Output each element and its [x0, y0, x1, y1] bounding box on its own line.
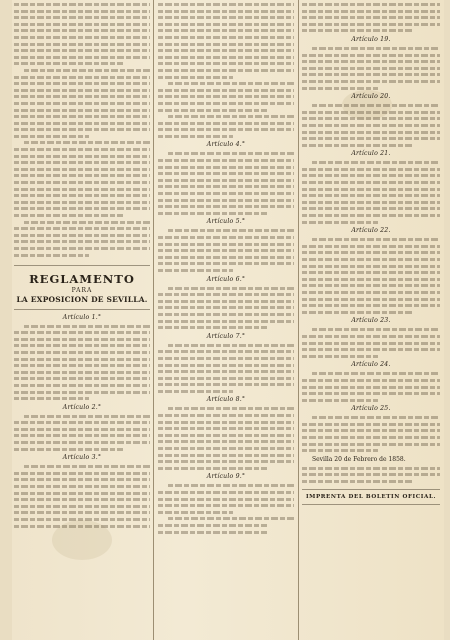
column-divider — [298, 0, 299, 640]
text-line-placeholder — [158, 95, 294, 98]
text-line-placeholder — [14, 518, 150, 521]
text-line-placeholder — [302, 80, 440, 83]
text-line-placeholder — [14, 525, 150, 528]
text-line-placeholder — [158, 43, 294, 46]
text-line-placeholder — [14, 240, 150, 243]
column-divider — [153, 0, 154, 640]
text-line-placeholder — [302, 436, 440, 439]
text-line-placeholder — [14, 207, 150, 210]
article-heading: Artículo 5.° — [206, 218, 246, 226]
text-line-placeholder — [14, 434, 150, 437]
text-line-placeholder — [14, 377, 150, 380]
text-line-placeholder — [302, 174, 440, 177]
text-line-placeholder — [158, 56, 294, 59]
section-rule — [14, 309, 150, 310]
article-heading: Artículo 24. — [351, 361, 391, 369]
regulation-subject: LA EXPOSICION DE SEVILLA. — [16, 294, 148, 304]
text-line-placeholder — [14, 351, 150, 354]
text-line-placeholder — [14, 3, 150, 6]
text-line-placeholder — [14, 428, 150, 431]
text-line-placeholder — [14, 384, 150, 387]
text-line-placeholder — [158, 364, 294, 367]
text-line-placeholder — [24, 325, 150, 328]
text-line-placeholder — [14, 472, 150, 475]
text-line-placeholder — [302, 16, 440, 19]
text-line-placeholder — [158, 102, 294, 105]
article-heading: Artículo 8.° — [206, 396, 246, 404]
text-line-placeholder — [158, 320, 294, 323]
text-line-placeholder — [158, 383, 294, 386]
text-line-placeholder — [14, 109, 150, 112]
text-line-placeholder — [24, 221, 150, 224]
text-line-placeholder — [14, 505, 150, 508]
text-line-placeholder — [158, 414, 294, 417]
text-line-placeholder — [14, 485, 150, 488]
text-line-placeholder — [158, 447, 294, 450]
text-line-placeholder — [158, 135, 233, 138]
text-line-placeholder — [14, 234, 150, 237]
text-line-placeholder — [302, 348, 440, 351]
text-line-placeholder — [14, 56, 150, 59]
text-line-placeholder — [14, 76, 150, 79]
text-line-placeholder — [14, 448, 123, 451]
text-line-placeholder — [14, 358, 150, 361]
text-line-placeholder — [14, 421, 150, 424]
text-line-placeholder — [14, 89, 150, 92]
text-line-placeholder — [14, 10, 150, 13]
text-line-placeholder — [302, 73, 440, 76]
text-line-placeholder — [14, 371, 150, 374]
text-line-placeholder — [302, 3, 440, 6]
text-line-placeholder — [14, 102, 150, 105]
text-line-placeholder — [158, 256, 294, 259]
text-line-placeholder — [14, 492, 150, 495]
text-line-placeholder — [14, 397, 89, 400]
text-block — [14, 3, 150, 257]
text-line-placeholder — [14, 23, 150, 26]
text-line-placeholder — [168, 517, 294, 520]
text-line-placeholder — [302, 60, 440, 63]
text-line-placeholder — [302, 265, 440, 268]
article-heading: Artículo 4.° — [206, 141, 246, 149]
text-line-placeholder — [14, 214, 123, 217]
text-line-placeholder — [158, 300, 294, 303]
text-line-placeholder — [168, 407, 294, 410]
text-line-placeholder — [302, 117, 440, 120]
text-line-placeholder — [158, 511, 233, 514]
text-line-placeholder — [302, 298, 440, 301]
text-line-placeholder — [158, 504, 294, 507]
text-line-placeholder — [158, 243, 294, 246]
text-line-placeholder — [302, 111, 440, 114]
text-line-placeholder — [302, 144, 412, 147]
text-line-placeholder — [14, 155, 150, 158]
text-line-placeholder — [312, 372, 440, 375]
text-line-placeholder — [302, 278, 440, 281]
section-rule — [302, 489, 440, 490]
text-line-placeholder — [14, 62, 123, 65]
text-line-placeholder — [158, 23, 294, 26]
text-line-placeholder — [14, 161, 150, 164]
text-line-placeholder — [302, 291, 440, 294]
text-line-placeholder — [158, 179, 294, 182]
text-line-placeholder — [158, 36, 294, 39]
text-line-placeholder — [302, 304, 440, 307]
text-line-placeholder — [158, 185, 294, 188]
text-line-placeholder — [158, 313, 294, 316]
text-line-placeholder — [302, 194, 440, 197]
text-line-placeholder — [158, 491, 294, 494]
text-line-placeholder — [158, 293, 294, 296]
article-heading: Artículo 9.° — [206, 473, 246, 481]
text-line-placeholder — [312, 328, 440, 331]
text-line-placeholder — [14, 181, 150, 184]
text-line-placeholder — [14, 441, 150, 444]
text-line-placeholder — [14, 194, 150, 197]
article-heading: Artículo 22. — [351, 227, 391, 235]
text-line-placeholder — [158, 427, 294, 430]
footer-date: Sevilla 20 de Febrero de 1858. — [312, 455, 406, 463]
text-line-placeholder — [14, 115, 150, 118]
text-line-placeholder — [14, 49, 150, 52]
text-line-placeholder — [158, 460, 294, 463]
text-line-placeholder — [302, 284, 440, 287]
section-rule — [14, 265, 150, 266]
text-line-placeholder — [158, 326, 267, 329]
text-line-placeholder — [302, 29, 412, 32]
text-line-placeholder — [302, 214, 440, 217]
text-line-placeholder — [158, 390, 233, 393]
text-line-placeholder — [158, 370, 294, 373]
article-heading: Artículo 21. — [351, 150, 391, 158]
text-line-placeholder — [14, 201, 150, 204]
text-line-placeholder — [302, 473, 440, 476]
column-3 — [302, 0, 440, 640]
text-line-placeholder — [302, 54, 440, 57]
text-line-placeholder — [158, 172, 294, 175]
text-line-placeholder — [158, 531, 267, 534]
text-line-placeholder — [302, 131, 440, 134]
text-line-placeholder — [302, 67, 440, 70]
text-line-placeholder — [158, 377, 294, 380]
text-line-placeholder — [14, 16, 150, 19]
text-line-placeholder — [24, 69, 150, 72]
text-line-placeholder — [14, 135, 89, 138]
text-line-placeholder — [158, 128, 294, 131]
text-line-placeholder — [158, 159, 294, 162]
text-line-placeholder — [158, 16, 294, 19]
text-line-placeholder — [158, 524, 267, 527]
text-line-placeholder — [302, 449, 378, 452]
text-line-placeholder — [158, 467, 267, 470]
text-line-placeholder — [14, 511, 150, 514]
text-line-placeholder — [158, 269, 233, 272]
text-line-placeholder — [14, 344, 150, 347]
text-line-placeholder — [158, 49, 294, 52]
text-line-placeholder — [168, 287, 294, 290]
text-line-placeholder — [302, 429, 440, 432]
text-line-placeholder — [302, 258, 440, 261]
text-line-placeholder — [302, 10, 440, 13]
text-line-placeholder — [312, 238, 440, 241]
text-line-placeholder — [14, 148, 150, 151]
text-line-placeholder — [312, 104, 440, 107]
text-line-placeholder — [14, 188, 150, 191]
text-line-placeholder — [158, 62, 294, 65]
text-line-placeholder — [14, 254, 89, 257]
text-line-placeholder — [158, 262, 294, 265]
text-line-placeholder — [14, 391, 150, 394]
text-line-placeholder — [168, 229, 294, 232]
text-line-placeholder — [14, 128, 150, 131]
text-line-placeholder — [14, 168, 150, 171]
text-line-placeholder — [158, 306, 294, 309]
text-line-placeholder — [158, 454, 294, 457]
text-line-placeholder — [14, 174, 150, 177]
text-line-placeholder — [312, 161, 440, 164]
text-line-placeholder — [302, 342, 440, 345]
text-line-placeholder — [158, 69, 294, 72]
column-1 — [14, 0, 150, 640]
text-line-placeholder — [158, 498, 294, 501]
text-line-placeholder — [158, 357, 294, 360]
text-line-placeholder — [158, 236, 294, 239]
text-line-placeholder — [302, 207, 440, 210]
column-2 — [158, 0, 294, 640]
text-line-placeholder — [14, 498, 150, 501]
text-line-placeholder — [302, 399, 378, 402]
article-heading: Artículo 6.° — [206, 275, 246, 283]
text-line-placeholder — [158, 205, 294, 208]
text-line-placeholder — [302, 188, 440, 191]
text-line-placeholder — [302, 23, 440, 26]
text-line-placeholder — [14, 478, 150, 481]
text-line-placeholder — [14, 36, 150, 39]
text-line-placeholder — [168, 344, 294, 347]
text-line-placeholder — [14, 122, 150, 125]
text-line-placeholder — [302, 480, 412, 483]
regulation-title: REGLAMENTO — [29, 271, 135, 286]
text-line-placeholder — [158, 434, 294, 437]
text-line-placeholder — [24, 415, 150, 418]
text-line-placeholder — [158, 89, 294, 92]
text-line-placeholder — [168, 82, 294, 85]
text-line-placeholder — [302, 251, 440, 254]
newspaper-page — [12, 0, 444, 640]
text-line-placeholder — [158, 212, 267, 215]
text-line-placeholder — [302, 137, 440, 140]
article-heading: Artículo 1.° — [62, 313, 102, 321]
article-heading: Artículo 19. — [351, 35, 391, 43]
text-line-placeholder — [158, 122, 294, 125]
text-line-placeholder — [302, 386, 440, 389]
text-line-placeholder — [158, 29, 294, 32]
section-rule — [302, 504, 440, 505]
text-line-placeholder — [14, 29, 150, 32]
text-line-placeholder — [302, 467, 440, 470]
article-heading: Artículo 25. — [351, 405, 391, 413]
text-line-placeholder — [302, 245, 440, 248]
text-line-placeholder — [168, 152, 294, 155]
printer-imprint: IMPRENTA DEL BOLETIN OFICIAL. — [305, 494, 437, 501]
text-line-placeholder — [158, 166, 294, 169]
text-line-placeholder — [14, 82, 150, 85]
text-line-placeholder — [302, 87, 378, 90]
text-line-placeholder — [24, 465, 150, 468]
text-line-placeholder — [158, 199, 294, 202]
text-line-placeholder — [302, 392, 440, 395]
text-line-placeholder — [312, 47, 440, 50]
text-line-placeholder — [302, 311, 412, 314]
text-line-placeholder — [302, 221, 378, 224]
text-line-placeholder — [158, 249, 294, 252]
article-heading: Artículo 2.° — [62, 403, 102, 411]
regulation-connector: PARA — [71, 286, 93, 294]
text-line-placeholder — [168, 484, 294, 487]
text-line-placeholder — [158, 192, 294, 195]
text-line-placeholder — [168, 115, 294, 118]
text-line-placeholder — [14, 227, 150, 230]
text-line-placeholder — [14, 364, 150, 367]
text-line-placeholder — [302, 124, 440, 127]
text-line-placeholder — [302, 355, 378, 358]
text-line-placeholder — [302, 168, 440, 171]
text-line-placeholder — [14, 338, 150, 341]
article-heading: Artículo 20. — [351, 93, 391, 101]
text-line-placeholder — [158, 109, 267, 112]
text-line-placeholder — [158, 10, 294, 13]
text-line-placeholder — [312, 416, 440, 419]
text-line-placeholder — [158, 440, 294, 443]
text-line-placeholder — [302, 271, 440, 274]
text-line-placeholder — [14, 43, 150, 46]
text-line-placeholder — [302, 201, 440, 204]
text-line-placeholder — [302, 443, 440, 446]
text-line-placeholder — [158, 3, 294, 6]
text-line-placeholder — [158, 350, 294, 353]
text-line-placeholder — [302, 379, 440, 382]
text-line-placeholder — [302, 335, 440, 338]
text-line-placeholder — [24, 141, 150, 144]
text-line-placeholder — [302, 423, 440, 426]
text-line-placeholder — [158, 421, 294, 424]
article-heading: Artículo 3.° — [62, 454, 102, 462]
text-line-placeholder — [14, 331, 150, 334]
article-heading: Artículo 7.° — [206, 332, 246, 340]
text-line-placeholder — [158, 76, 233, 79]
text-line-placeholder — [14, 247, 150, 250]
article-heading: Artículo 23. — [351, 317, 391, 325]
text-line-placeholder — [302, 181, 440, 184]
text-line-placeholder — [14, 95, 150, 98]
